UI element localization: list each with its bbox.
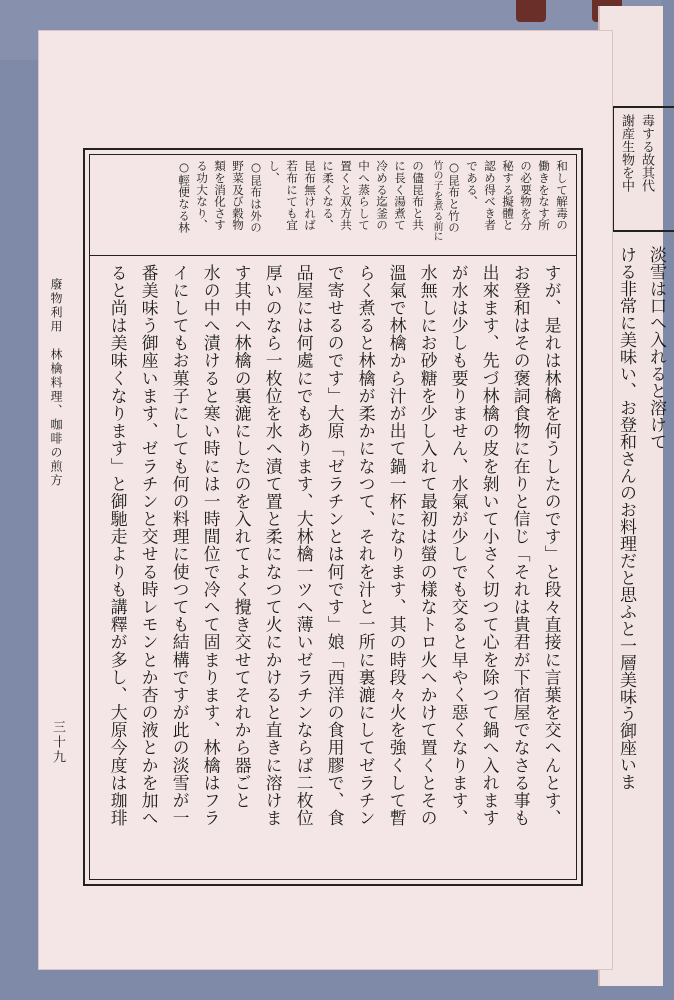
body-line: で寄せるのです」大原「ゼラチンとは何です」娘「西洋の食用膠で、食 [325,264,346,827]
note-line: 中へ蒸らして [357,160,371,231]
body-line: 溫氣で林檎から汁が出て鍋一杯になります、其の時段々火を強くして暫 [387,264,408,827]
note-line: ○昆布は外の [249,160,263,234]
body-line: 厚いのなら一枚位を水へ漬て置と柔になつて火にかけると直きに溶けま [263,264,284,827]
note-divider [90,255,576,256]
note-line: る功大なり、 [195,160,209,231]
note-line: である、 [465,160,479,208]
note-line: の儘昆布と共 [411,160,425,231]
page-number: 三十九 [50,720,65,765]
running-title: 廢物利用 林檎料理、咖啡の煎方 [49,278,63,488]
body-line: すが、是れは林檎を何うしたのです」と段々直接に言葉を交へんとす、 [542,264,563,827]
note-line: ○昆布と竹の [447,160,461,234]
note-line: に長く湯煮て [393,160,407,231]
next-page-note-line: 毒する故其代 [639,114,654,192]
text-frame [83,148,583,886]
body-line: 出來ます、先づ林檎の皮を剝いて小さく切つて心を除つて鍋へ入れます [480,264,501,827]
book-page [38,30,613,970]
next-page-note-line: 謝産生物を中 [619,114,634,192]
note-line: 冷める迄釜の [375,160,389,231]
note-line: の必要物を分 [519,160,533,231]
note-line: 働きをなす所 [537,160,551,231]
note-line: 類を消化さす [213,160,227,231]
note-line: 秘する擬體と [501,160,515,231]
note-line: 昆布無ければ [303,160,317,231]
body-line: 水無しにお砂糖を少し入れて最初は螢の樣なトロ火へかけて置くとその [418,264,439,827]
body-line: らく煮ると林檎が柔かになつて、それを汁と一所に裏漉にしてゼラチン [356,264,377,827]
body-line: が水は少しも要りません、水氣が少しでも交ると早やく惡くなります、 [449,264,470,827]
next-page-text-line: 淡雪は口へ入れると溶けて [646,246,666,450]
bookmark-tab [516,0,546,22]
note-line: 若布にても宜 [285,160,299,231]
note-line: 認め得べき者 [483,160,497,231]
body-line: イにしてもお菓子にしても何の料理に使つても結構ですが此の淡雪が一 [170,264,191,827]
note-line: し、 [267,160,281,184]
note-line: 置くと双方共 [339,160,353,231]
note-line: 和して解毒の [555,160,569,231]
body-line: す其中へ林檎の裏漉にしたのを入れてよく攪き交せてそれから器ごと [232,264,253,810]
note-line: 野菜及び穀物 [231,160,245,231]
next-page-text-line: ける非常に美味い、お登和さんのお料理だと思ふと一層美味う御座いま [616,246,636,790]
note-line: 竹の子を煮る前に [431,160,442,242]
body-line: 番美味う御座います、ゼラチンと交せる時レモンとか杏の液とかを加へ [139,264,160,827]
body-line: ると尚は美味くなります」と御馳走よりも講釋が多し、大原今度は珈琲 [108,264,129,827]
body-line: お登和はその褒詞食物に在りと信じ「それは貴君が下宿屋でなさる事も [511,264,532,827]
note-line: に柔くなる、 [321,160,335,231]
note-line: ○輕便なる林 [177,160,191,234]
body-line: 品屋には何處にでもあります、大林檎一ツへ薄いゼラチンならば二枚位 [294,264,315,827]
body-line: 水の中へ漬けると寒い時には一時間位で冷へて固まります、林檎はフラ [201,264,222,827]
